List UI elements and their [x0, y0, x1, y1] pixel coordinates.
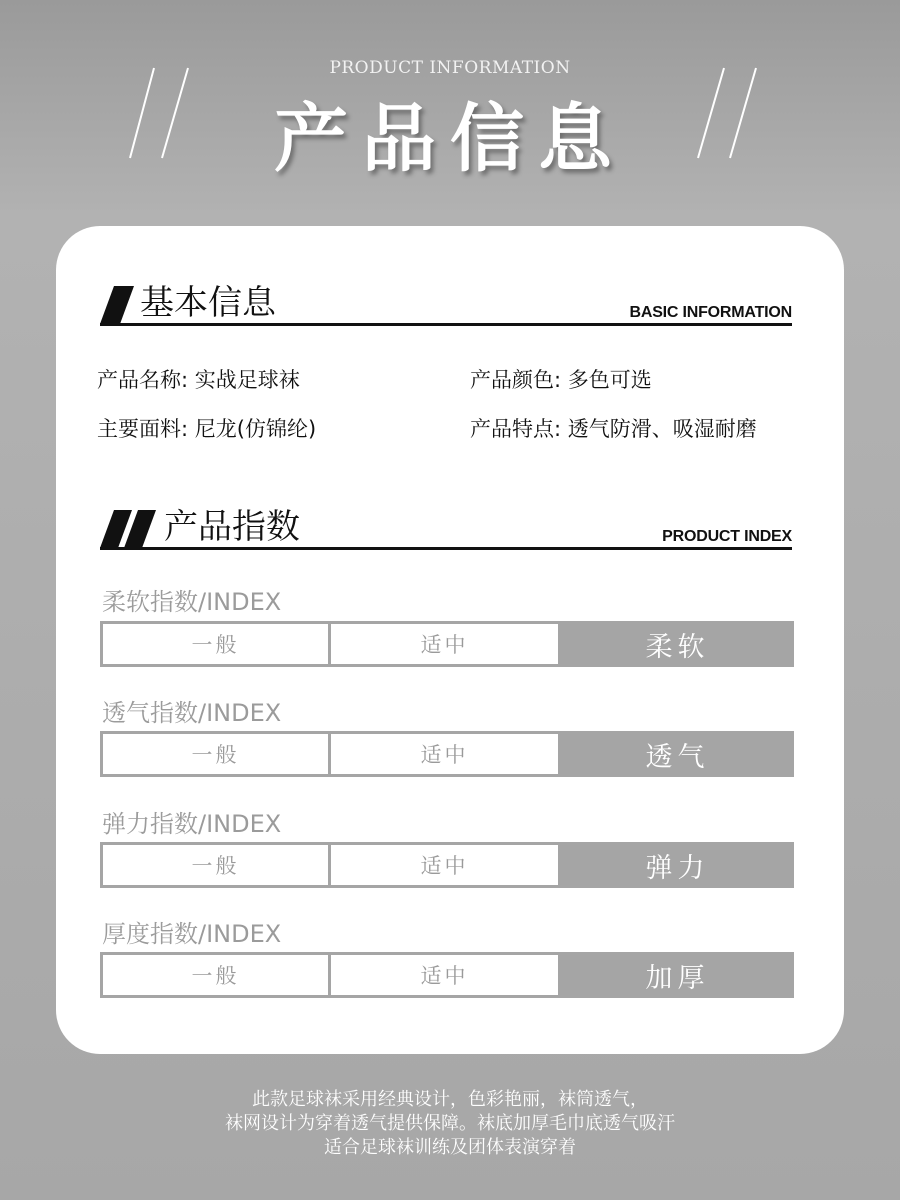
softness-index-scale [100, 621, 794, 667]
product-index-header [100, 500, 792, 550]
basic-info-header [100, 276, 792, 326]
elasticity-index-scale [100, 842, 794, 888]
product-index-title-en: PRODUCT INDEX [662, 528, 792, 545]
info-card [56, 226, 844, 1054]
elasticity-index-label: 弹力指数/INDEX [102, 810, 282, 838]
scale-level-medium: 适中 [331, 621, 561, 667]
softness-index-label: 柔软指数/INDEX [102, 588, 282, 616]
info-product-color: 产品颜色: 多色可选 [470, 368, 652, 392]
double-slash-icon [100, 508, 158, 550]
scale-level-medium: 适中 [331, 731, 561, 777]
basic-info-title: 基本信息 [140, 283, 276, 323]
thickness-index-scale [100, 952, 794, 998]
scale-level-normal: 一般 [100, 621, 331, 667]
single-slash-icon [100, 284, 134, 326]
thickness-index-label: 厚度指数/INDEX [102, 920, 282, 948]
double-slash-decoration-right [690, 66, 760, 162]
scale-level-selected: 加厚 [561, 952, 794, 998]
scale-level-selected: 透气 [561, 731, 794, 777]
scale-level-medium: 适中 [331, 842, 561, 888]
header-subtitle: PRODUCT INFORMATION [329, 58, 571, 78]
basic-info-title-en: BASIC INFORMATION [629, 304, 792, 321]
breathability-index-label: 透气指数/INDEX [102, 699, 282, 727]
scale-level-normal: 一般 [100, 842, 331, 888]
info-product-features: 产品特点: 透气防滑、吸湿耐磨 [470, 417, 757, 441]
scale-level-medium: 适中 [331, 952, 561, 998]
description-line: 适合足球袜训练及团体表演穿着 [324, 1137, 576, 1158]
basic-info-underline [100, 323, 792, 326]
scale-level-normal: 一般 [100, 731, 331, 777]
description-line: 此款足球袜采用经典设计，色彩艳丽，袜筒透气， [252, 1089, 648, 1110]
product-description [0, 1088, 900, 1160]
info-main-fabric: 主要面料: 尼龙(仿锦纶) [97, 417, 317, 441]
page-title: 产品信息 [274, 96, 626, 182]
description-line: 袜网设计为穿着透气提供保障。袜底加厚毛巾底透气吸汗 [225, 1113, 675, 1134]
scale-level-selected: 弹力 [561, 842, 794, 888]
product-index-title: 产品指数 [164, 507, 300, 547]
product-index-underline [100, 547, 792, 550]
info-product-name: 产品名称: 实战足球袜 [97, 368, 300, 392]
scale-level-normal: 一般 [100, 952, 331, 998]
scale-level-selected: 柔软 [561, 621, 794, 667]
breathability-index-scale [100, 731, 794, 777]
